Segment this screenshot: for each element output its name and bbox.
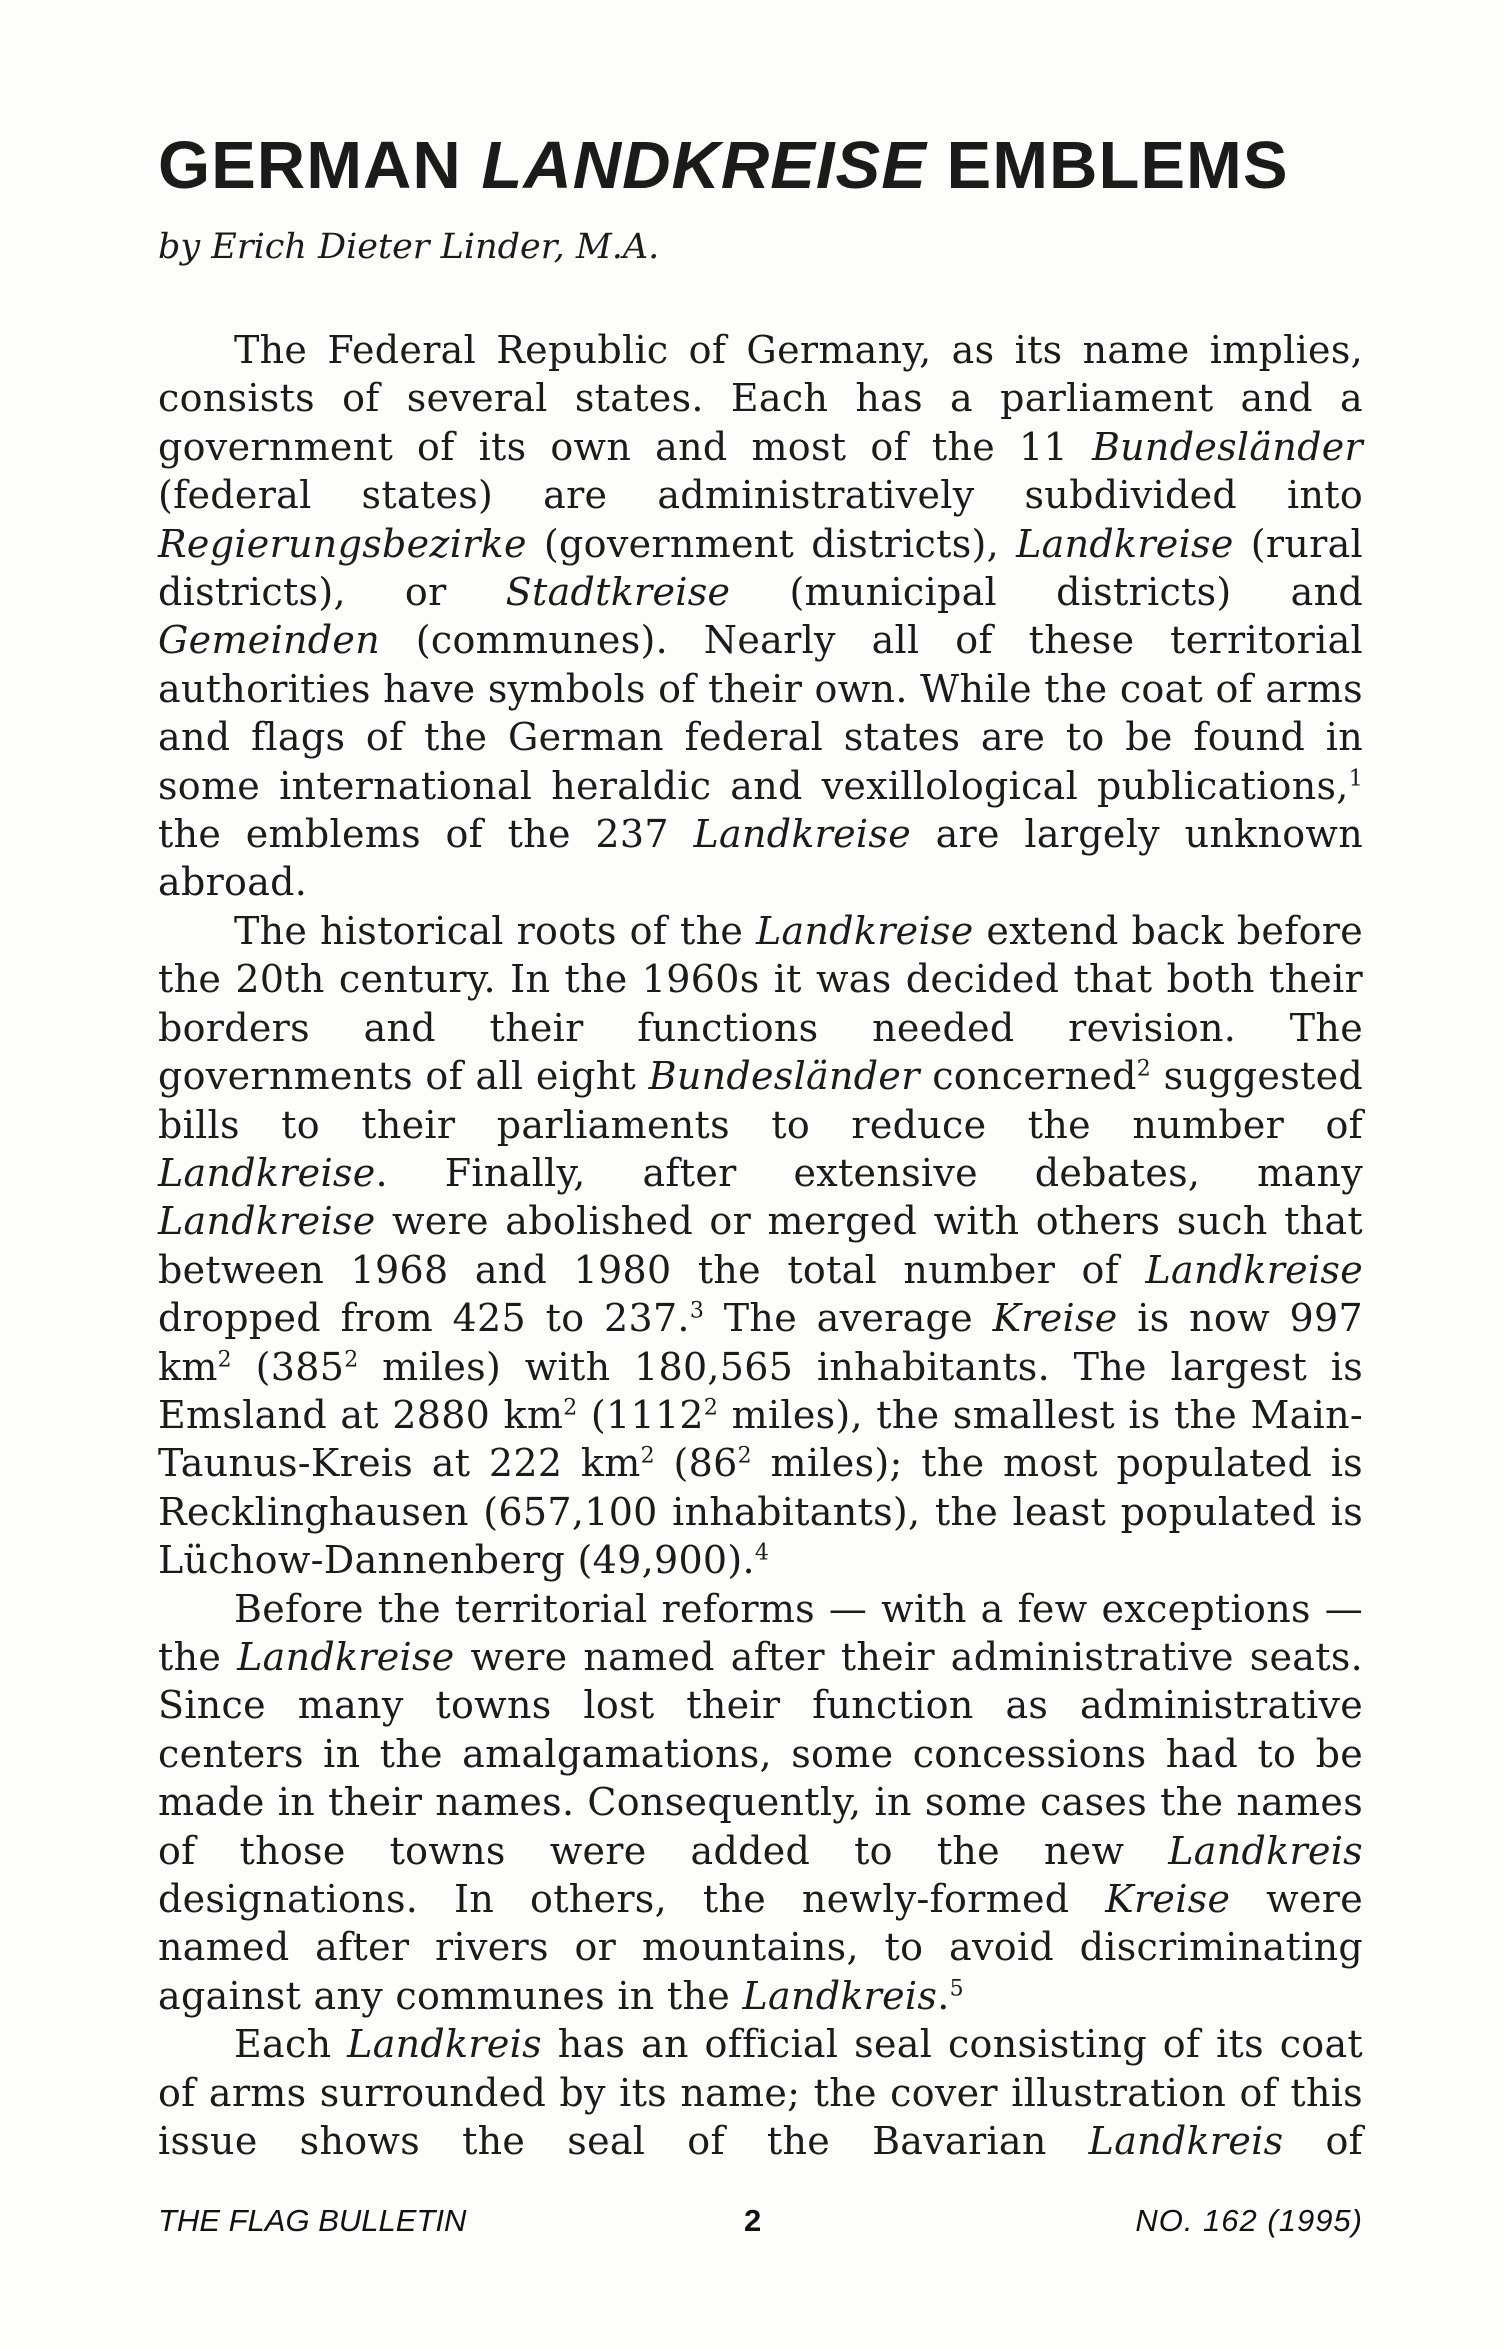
italic-term: Gemeinden xyxy=(158,618,380,663)
text-run: is now 997 km xyxy=(158,1296,1363,1389)
text-run: The average xyxy=(704,1296,993,1341)
footnote-ref: 1 xyxy=(1348,766,1363,791)
superscript: 2 xyxy=(563,1395,578,1421)
text-run: were abolished or merged with others such that between 1968 and 1980 the total number of xyxy=(158,1199,1363,1292)
title-part-landkreise: LANDKREISE xyxy=(481,128,927,203)
text-run: miles); the most populated is Recklinghausen (657,100 inhabitants), the least populated is Lüchow-Dannenberg (49,900). xyxy=(158,1441,1363,1583)
title-part-emblems: EMBLEMS xyxy=(926,128,1289,203)
italic-term: Landkreis xyxy=(742,1973,938,2018)
text-run: Before the territorial reforms — with a few exceptions — the xyxy=(158,1586,1363,1679)
italic-term: Landkreise xyxy=(158,1150,376,1195)
italic-term: Landkreise xyxy=(1145,1247,1363,1292)
paragraph-4 xyxy=(158,2020,1363,2165)
italic-term: Bundesländer xyxy=(1091,424,1363,469)
text-run: designations. In others, the newly-formed xyxy=(158,1877,1106,1921)
footnote-ref: 3 xyxy=(689,1298,705,1324)
text-run: . Finally, after extensive debates, many xyxy=(375,1150,1363,1195)
italic-term: Kreise xyxy=(992,1296,1118,1341)
footer-page-number: 2 xyxy=(744,2203,762,2238)
text-run: (1112 xyxy=(577,1392,704,1437)
title-part-german: GERMAN xyxy=(158,128,482,203)
text-run: (385 xyxy=(231,1344,345,1389)
superscript: 2 xyxy=(703,1395,719,1421)
text-run: (rural districts), or xyxy=(158,521,1363,615)
text-run: dropped from 425 to 237. xyxy=(158,1296,690,1341)
article-body xyxy=(158,326,1363,2165)
text-run: of xyxy=(1283,2119,1363,2164)
author-byline: by Erich Dieter Linder, M.A. xyxy=(158,227,660,267)
italic-term: Kreise xyxy=(1105,1877,1231,1921)
italic-term: Stadtkreise xyxy=(505,570,731,615)
paragraph-3 xyxy=(158,1585,1363,2021)
text-run: miles) with 180,565 inhabitants. The largest is Emsland at 2880 km xyxy=(158,1344,1363,1437)
article-title xyxy=(158,128,1289,203)
paragraph-2 xyxy=(158,907,1363,1585)
superscript: 2 xyxy=(640,1443,655,1469)
italic-term: Landkreise xyxy=(755,908,974,953)
footnote-ref: 4 xyxy=(754,1540,770,1566)
text-run: miles), the smallest is the Main-Taunus-Kreis at 222 km xyxy=(158,1392,1363,1486)
text-run: (86 xyxy=(654,1441,738,1486)
text-run: the emblems of the 237 xyxy=(158,812,694,857)
italic-term: Regierungsbezirke xyxy=(158,521,527,566)
footnote-ref: 2 xyxy=(1136,1056,1152,1082)
italic-term: Landkreise xyxy=(1016,521,1234,566)
text-run: concerned xyxy=(919,1054,1137,1099)
text-run: The Federal Republic of Germany, as its name implies, consists of several states. Each has a parliament and a government of its own and most of the 11 xyxy=(158,328,1363,469)
italic-term: Landkreis xyxy=(347,2022,542,2067)
text-run: were named after rivers or mountains, to avoid discriminating against any communes in the xyxy=(158,1877,1363,2018)
superscript: 2 xyxy=(217,1346,232,1372)
page-footer xyxy=(158,2201,1363,2241)
paragraph-1 xyxy=(158,326,1363,907)
text-run: suggested bills to their parliaments to reduce the number of xyxy=(158,1054,1364,1147)
superscript: 2 xyxy=(737,1443,752,1469)
text-run: (municipal districts) and xyxy=(730,570,1363,615)
italic-term: Landkreise xyxy=(158,1199,376,1244)
text-run: (government districts), xyxy=(526,521,1017,566)
text-run: were named after their administrative seats. Since many towns lost their function as administrative centers in the amalgamations, some concessions had to be made in their names. Consequently, in some cases the names of those towns were added to the new xyxy=(158,1634,1364,1873)
text-run: (federal states) are administratively subdivided into xyxy=(158,473,1363,518)
footer-publication: THE FLAG BULLETIN xyxy=(158,2203,467,2238)
text-run: (communes). Nearly all of these territorial authorities have symbols of their own. While the coat of arms and flags of the German federal states are to be found in some international heraldic and vexillological publications, xyxy=(158,618,1363,808)
italic-term: Landkreise xyxy=(237,1634,455,1679)
italic-term: Landkreis xyxy=(1088,2119,1284,2164)
text-run: extend back before the 20th century. In the 1960s it was decided that both their borders and their functions needed revision. The governments of all eight xyxy=(158,908,1364,1099)
footer-issue: NO. 162 (1995) xyxy=(1135,2203,1363,2238)
text-run: The historical roots of the xyxy=(234,908,756,953)
italic-term: Landkreis xyxy=(1168,1828,1363,1873)
text-run: are largely unknown abroad. xyxy=(158,812,1363,905)
superscript: 2 xyxy=(344,1346,359,1372)
footnote-ref: 5 xyxy=(949,1976,964,2002)
text-run: . xyxy=(937,1973,950,2018)
italic-term: Bundesländer xyxy=(648,1054,920,1099)
text-run: has an official seal consisting of its coat of arms surrounded by its name; the cover illustration of this issue shows the seal of the Bavarian xyxy=(158,2022,1363,2164)
text-run: Each xyxy=(234,2022,348,2067)
italic-term: Landkreise xyxy=(693,812,911,857)
